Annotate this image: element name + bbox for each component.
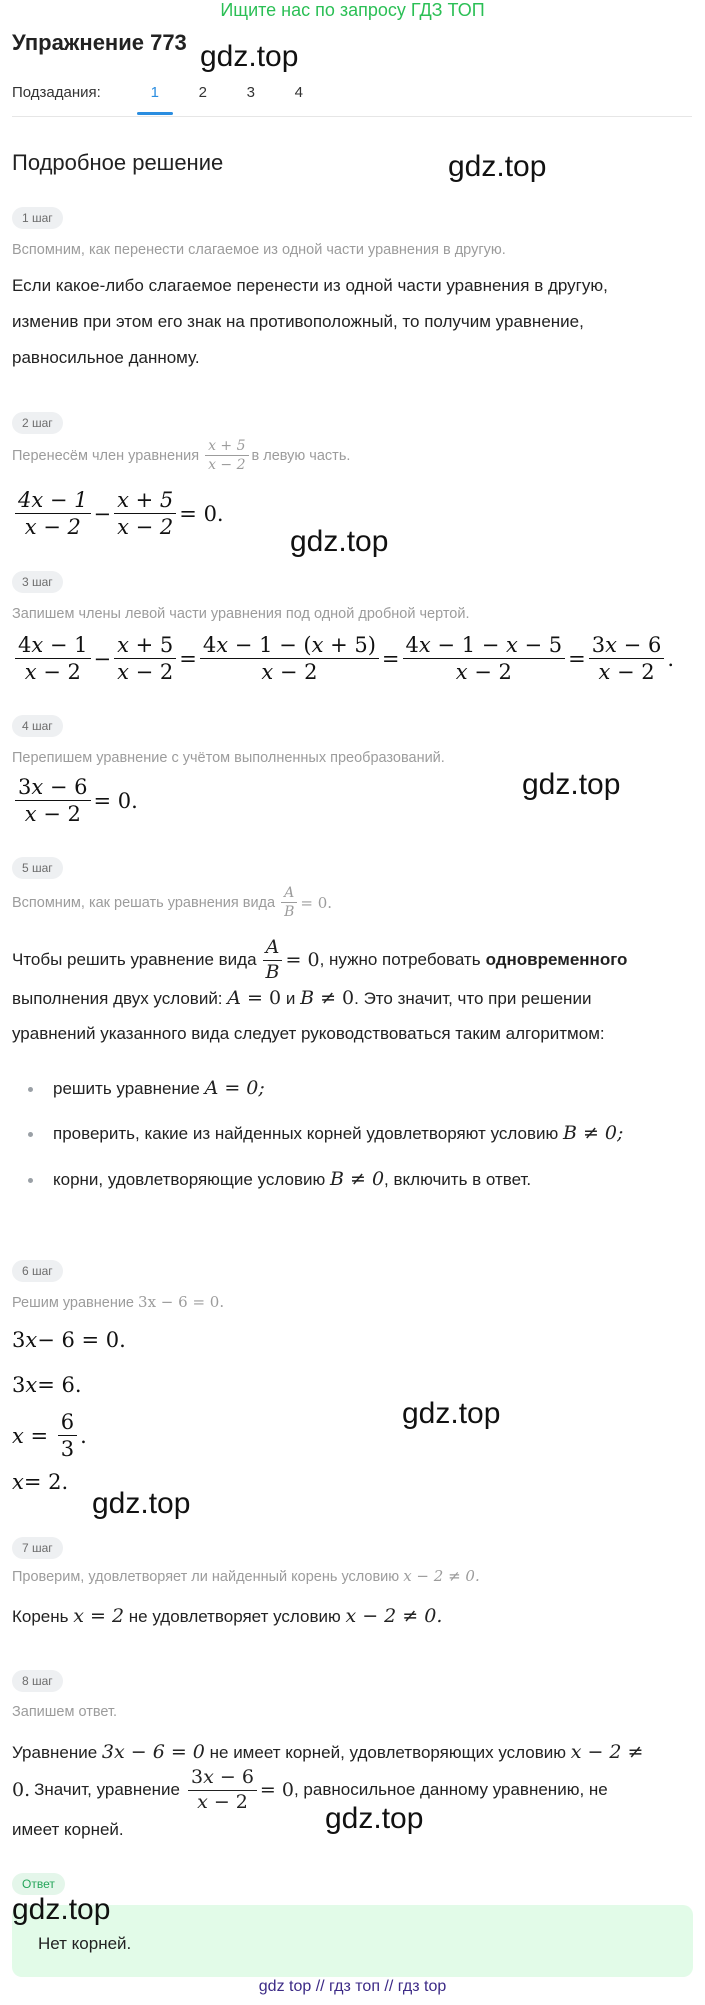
footer-links[interactable]: gdz top // гдз топ // гдз top <box>258 1978 447 1995</box>
fraction: $\frac{3x - 6}{x - 2}$ <box>188 1767 257 1814</box>
math: x − 2 ≠ <box>570 1741 644 1763</box>
fraction: $\frac{4x - 1 - (x + 5)}{x - 2}$ <box>200 633 379 684</box>
fraction: $\frac{4x - 1 - x - 5}{x - 2}$ <box>403 633 566 684</box>
subtasks-nav <box>12 84 323 101</box>
text-line: изменив при этом его знак на противоположный, то получим уравнение, <box>12 312 584 331</box>
hint-text: Перенесём член уравнения <box>12 447 200 464</box>
text: Значит, уравнение <box>34 1780 181 1799</box>
text: и <box>285 989 296 1008</box>
equation: x = $\frac{6}{3}$ . <box>12 1410 87 1462</box>
step-hint <box>12 1293 224 1311</box>
step-badge: 1 шаг <box>12 207 63 229</box>
step-hint: Вспомним, как решать уравнения вида $\frac{A}{B}$ = 0. <box>12 885 333 921</box>
equation: x = 2. <box>12 1470 69 1494</box>
fraction-numerator: x + 5 <box>205 438 248 456</box>
bullet-icon <box>28 1087 33 1092</box>
bullet-icon <box>28 1178 33 1183</box>
text: , равносильное данному уравнению, не <box>293 1780 608 1799</box>
tab-subtask-3[interactable]: 3 <box>246 84 255 101</box>
fraction: $\frac{A}{B}$ <box>281 885 297 920</box>
bold-text: одновременного <box>485 950 628 969</box>
hint-text: Вспомним, как решать уравнения вида <box>12 894 276 911</box>
step-badge: 2 шаг <box>12 412 63 434</box>
step-hint: Перепишем уравнение с учётом выполненных преобразований. <box>12 750 445 766</box>
list-item <box>28 1077 265 1099</box>
text: . Это значит, что при решении <box>354 989 592 1008</box>
text: не удовлетворяет условию <box>128 1607 341 1626</box>
equation: $\frac{3x - 6}{x - 2}$ = 0. <box>12 775 138 826</box>
hint-text: Проверим, удовлетворяет ли найденный корень условию <box>12 1569 400 1585</box>
fraction: $\frac{3x - 6}{x - 2}$ <box>15 775 91 826</box>
tab-subtask-2[interactable]: 2 <box>198 84 207 101</box>
step-hint: Вспомним, как перенести слагаемое из одной части уравнения в другую. <box>12 242 506 258</box>
tabs-divider <box>12 116 692 117</box>
fraction: $\frac{6}{3}$ <box>58 1410 77 1461</box>
watermark: gdz.top <box>325 1802 424 1835</box>
watermark: gdz.top <box>290 525 389 558</box>
math: x − 2 ≠ 0. <box>345 1605 443 1627</box>
watermark: gdz.top <box>200 40 299 73</box>
step-hint: Запишем члены левой части уравнения под одной дробной чертой. <box>12 606 470 622</box>
fraction: $\frac{4x - 1}{x - 2}$ <box>15 488 91 539</box>
math: 3x − 6 = 0 <box>101 1741 205 1763</box>
step-text <box>12 268 608 376</box>
step-badge: 6 шаг <box>12 1260 63 1282</box>
math: B ≠ 0 <box>329 1168 385 1190</box>
bullet-icon <box>28 1132 33 1137</box>
text-line: уравнений указанного вида следует руководствоваться таким алгоритмом: <box>12 1024 605 1043</box>
text: выполнения двух условий: <box>12 989 223 1008</box>
fraction-denominator: x − 2 <box>208 457 246 474</box>
text: не имеет корней, удовлетворяющих условию <box>209 1743 566 1762</box>
text-line: выполнения двух условий: A = 0 и B ≠ 0. Это значит, что при решении <box>12 987 592 1009</box>
list-item <box>28 1168 531 1190</box>
step-badge: 3 шаг <box>12 571 63 593</box>
text-line <box>12 1734 643 1771</box>
text-line <box>12 1598 442 1635</box>
text: Корень <box>12 1607 69 1626</box>
text-line: равносильное данному. <box>12 348 200 367</box>
search-banner[interactable]: Ищите нас по запросу ГДЗ ТОП <box>220 0 485 20</box>
tab-subtask-1[interactable]: 1 <box>131 84 179 101</box>
text: Уравнение <box>12 1743 98 1762</box>
math: x = 2 <box>73 1605 125 1627</box>
watermark: gdz.top <box>448 150 547 183</box>
step-hint <box>12 1567 480 1585</box>
equation: 3 x = 6. <box>12 1373 82 1397</box>
equation: $\frac{4x - 1}{x - 2}$ − $\frac{x + 5}{x - 2}$ = $\frac{4x - 1 - (x + 5)}{x - 2}$ = $\frac{4x - 1 - x - 5}{x - 2}$ = $\frac{3x - 6}{x - 2}$ . <box>12 633 674 684</box>
list-item <box>28 1122 623 1144</box>
watermark: gdz.top <box>92 1487 191 1520</box>
step-hint <box>12 438 350 473</box>
text: , нужно потребовать <box>319 950 481 969</box>
step-badge: 5 шаг <box>12 857 63 879</box>
exercise-title: Упражнение 773 <box>12 30 187 55</box>
fraction: $\frac{A}{B}$ <box>263 937 283 984</box>
step-hint: Запишем ответ. <box>12 1704 118 1720</box>
text-line: 0. Значит, уравнение $\frac{3x - 6}{x - 2}$ = 0 , равносильное данному уравнению, не <box>12 1765 608 1813</box>
watermark: gdz.top <box>522 768 621 801</box>
text: Чтобы решить уравнение вида <box>12 950 257 969</box>
step-badge: 8 шаг <box>12 1670 63 1692</box>
text: решить уравнение <box>53 1079 200 1098</box>
math: 0. <box>12 1779 31 1801</box>
math: B ≠ 0; <box>562 1122 624 1144</box>
subtasks-label: Подзадания: <box>12 84 101 101</box>
text: проверить, какие из найденных корней удовлетворяют условию <box>53 1124 559 1143</box>
tab-subtask-4[interactable]: 4 <box>294 84 303 101</box>
watermark: gdz.top <box>402 1397 501 1430</box>
equation: 3 x − 6 = 0. <box>12 1328 126 1352</box>
text-line: Чтобы решить уравнение вида $\frac{A}{B}$ = 0 , нужно потребовать одновременного <box>12 935 628 983</box>
hint-text: Решим уравнение <box>12 1295 134 1311</box>
fraction: $\frac{4x - 1}{x - 2}$ <box>15 633 91 684</box>
fraction: $\frac{3x - 6}{x - 2}$ <box>589 633 665 684</box>
answer-text: Нет корней. <box>38 1934 132 1953</box>
fraction: $\frac{x + 5}{x - 2}$ <box>114 488 176 539</box>
text-line: имеет корней. <box>12 1820 124 1839</box>
equation: $\frac{4x - 1}{x - 2}$ − $\frac{x + 5}{x - 2}$ = 0. <box>12 488 224 539</box>
watermark: gdz.top <box>12 1893 111 1926</box>
section-title: Подробное решение <box>12 150 224 175</box>
math: x − 2 ≠ 0. <box>403 1567 480 1585</box>
text: корни, удовлетворяющие условию <box>53 1170 326 1189</box>
fraction <box>205 438 248 473</box>
text: , включить в ответ. <box>384 1170 532 1189</box>
math: A = 0; <box>204 1077 265 1099</box>
text-line: Если какое-либо слагаемое перенести из одной части уравнения в другую, <box>12 276 608 295</box>
fraction: $\frac{x + 5}{x - 2}$ <box>114 633 176 684</box>
step-badge: 7 шаг <box>12 1537 63 1559</box>
math: 3x − 6 = 0. <box>138 1293 225 1311</box>
hint-text: в левую часть. <box>251 447 351 464</box>
answer-badge: Ответ <box>12 1873 65 1895</box>
step-badge: 4 шаг <box>12 715 63 737</box>
